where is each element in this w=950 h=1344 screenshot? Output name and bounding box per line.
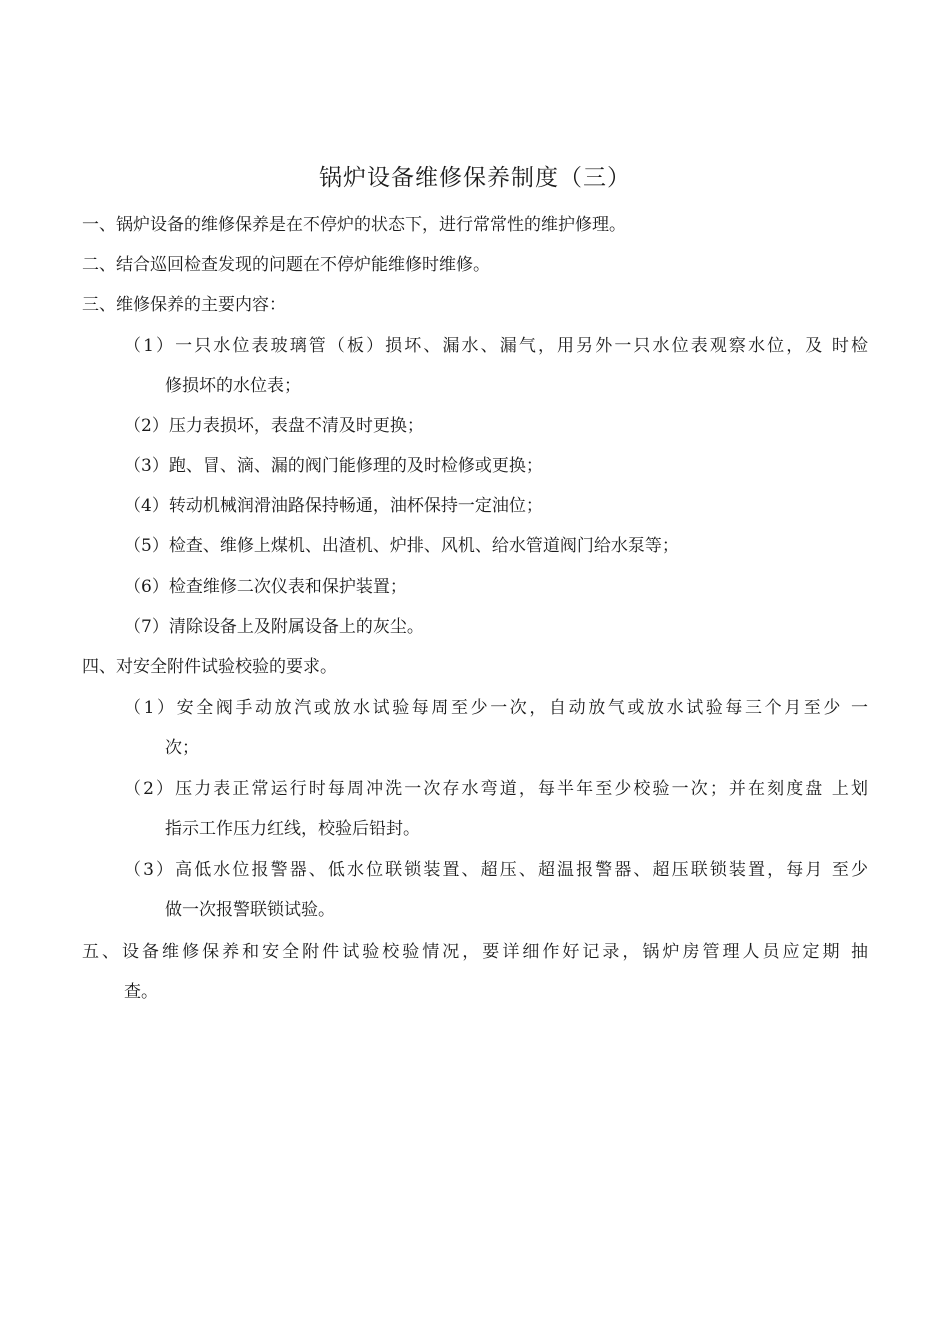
- section-2-text: 二、结合巡回检查发现的问题在不停炉能维修时维修。: [82, 255, 490, 275]
- item-4-2-line-1: （2）压力表正常运行时每周冲洗一次存水弯道，每半年至少校验一次；并在刻度盘 上划: [124, 779, 868, 799]
- item-3-3-text: （3）跑、冒、滴、漏的阀门能修理的及时检修或更换；: [124, 456, 543, 476]
- item-3-1-line-2: 修损坏的水位表；: [165, 376, 301, 396]
- section-5-line-1: 五、设备维修保养和安全附件试验校验情况，要详细作好记录，锅炉房管理人员应定期 抽: [82, 942, 868, 962]
- section-3-heading: 三、维修保养的主要内容：: [82, 295, 286, 315]
- item-4-3-line-2: 做一次报警联锁试验。: [165, 900, 335, 920]
- section-1-text: 一、锅炉设备的维修保养是在不停炉的状态下，进行常常性的维护修理。: [82, 215, 626, 235]
- item-3-7-text: （7）清除设备上及附属设备上的灰尘。: [124, 617, 424, 637]
- document-title: 锅炉设备维修保养制度（三）: [319, 165, 631, 191]
- item-4-3-line-1: （3）高低水位报警器、低水位联锁装置、超压、超温报警器、超压联锁装置，每月 至少: [124, 860, 868, 880]
- item-3-2-text: （2）压力表损坏，表盘不清及时更换；: [124, 416, 424, 436]
- item-4-1-line-1: （1）安全阀手动放汽或放水试验每周至少一次，自动放气或放水试验每三个月至少 一: [124, 698, 868, 718]
- item-3-4-text: （4）转动机械润滑油路保持畅通，油杯保持一定油位；: [124, 496, 543, 516]
- item-4-1-line-2: 次；: [165, 738, 199, 758]
- item-4-2-line-2: 指示工作压力红线，校验后铅封。: [165, 819, 420, 839]
- item-3-1-line-1: （1）一只水位表玻璃管（板）损坏、漏水、漏气，用另外一只水位表观察水位，及 时检: [124, 336, 868, 356]
- item-3-5-text: （5）检查、维修上煤机、出渣机、炉排、风机、给水管道阀门给水泵等；: [124, 536, 679, 556]
- section-4-heading: 四、对安全附件试验校验的要求。: [82, 657, 337, 677]
- section-5-line-2: 查。: [124, 982, 158, 1002]
- item-3-6-text: （6）检查维修二次仪表和保护装置；: [124, 577, 407, 597]
